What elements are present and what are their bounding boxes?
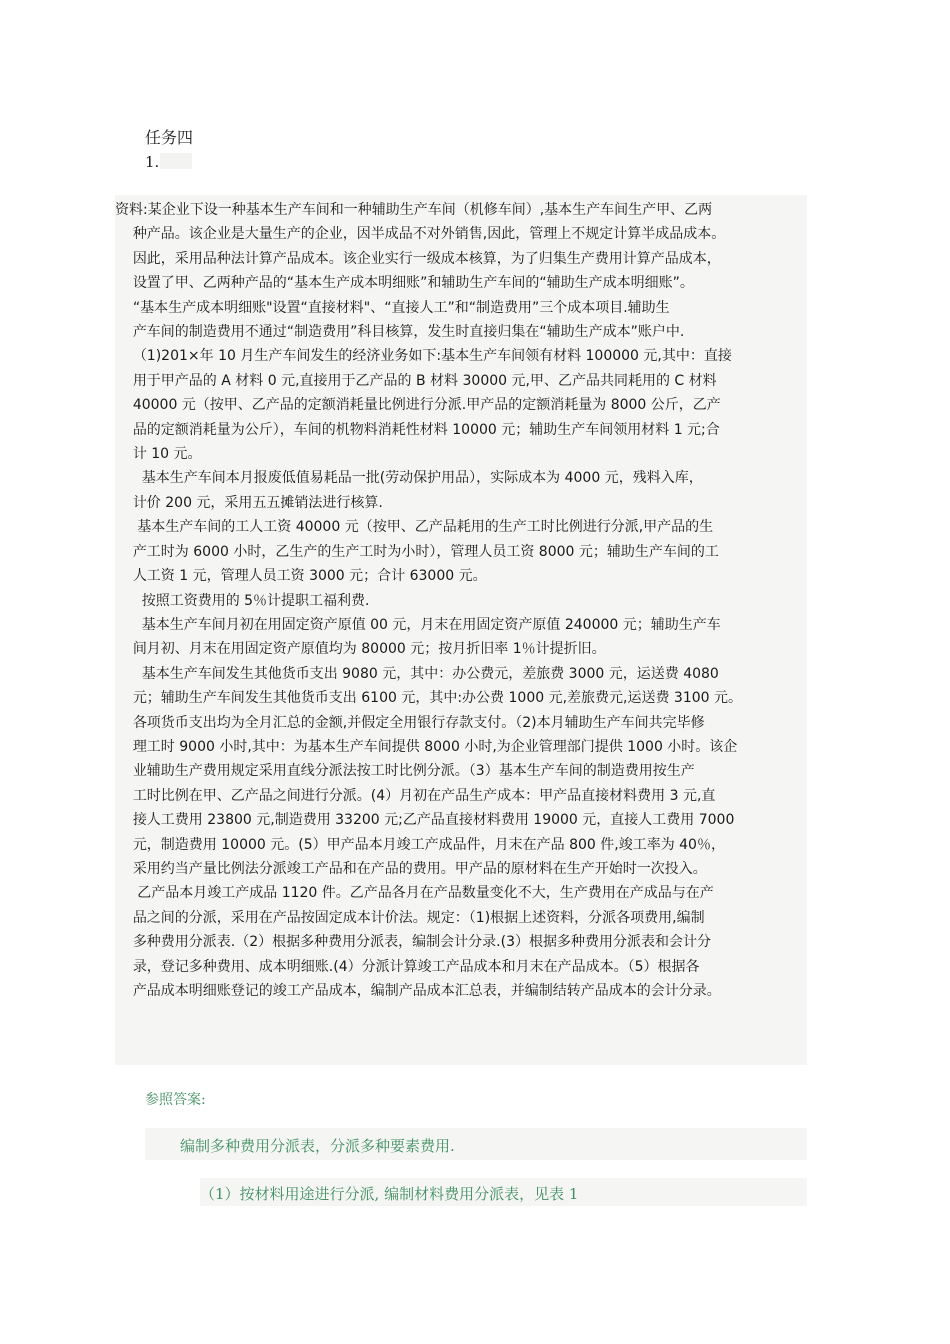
number-shade	[160, 153, 192, 169]
task-title: 任务四	[145, 128, 194, 147]
material-block	[115, 195, 807, 1065]
item-number: 1.	[145, 153, 160, 171]
material-paragraph: 资料:某企业下设一种基本生产车间和一种辅助生产车间（机修车间）,基本生产车间生产甲、乙两 种产品。该企业是大量生产的企业，因半成品不对外销售,因此，管理上不规定计算半成品成本。 因此，采用品种法计算产品成本。该企业实行一级成本核算，为了归集生产费用计算产品成本， 设置了甲、乙两种产品的“基本生产成本明细账”和辅助生产车间的“辅助生产成本明细账”。 “基本生产成本明细账"设置“直接材料"、“直接人工”和“制造费用”三个成本项目.辅助生 产车间的制造费用不通过“制造费用”科目核算，发生时直接归集在“辅助生产成本”账户中. （1)201×年 10 月生产车间发生的经济业务如下:基本生产车间领有材料 100000 元,其中：直接 用于甲产品的 A 材料 0 元,直接用于乙产品的 B 材料 30000 元,甲、乙产品共同耗用的 C 材料 40000 元（按甲、乙产品的定额消耗量比例进行分派.甲产品的定额消耗量为 8000 公斤，乙产 品的定额消耗量为公斤），车间的机物料消耗性材料 10000 元；辅助生产车间领用材料 1 元;合 计 10 元。 基本生产车间本月报废低值易耗品一批(劳动保护用品），实际成本为 4000 元，残料入库， 计价 200 元，采用五五摊销法进行核算. 基本生产车间的工人工资 40000 元（按甲、乙产品耗用的生产工时比例进行分派,甲产品的生 产工时为 6000 小时，乙生产的生产工时为小时），管理人员工资 8000 元；辅助生产车间的工 人工资 1 元，管理人员工资 3000 元；合计 63000 元。 按照工资费用的 5％计提职工福利费. 基本生产车间月初在用固定资产原值 00 元，月末在用固定资产原值 240000 元；辅助生产车 间月初、月末在用固定资产原值均为 80000 元；按月折旧率 1％计提折旧。 基本生产车间发生其他货币支出 9080 元，其中：办公费元，差旅费 3000 元，运送费 4080 元；辅助生产车间发生其他货币支出 6100 元，其中:办公费 1000 元,差旅费元,运送费 3100 元。 各项货币支出均为全月汇总的金额,并假定全用银行存款支付。（2)本月辅助生产车间共完毕修 理工时 9000 小时,其中：为基本生产车间提供 8000 小时,为企业管理部门提供 1000 小时。该企 业辅助生产费用规定采用直线分派法按工时比例分派。（3）基本生产车间的制造费用按生产 工时比例在甲、乙产品之间进行分派。(4）月初在产品生产成本：甲产品直接材料费用 3 元,直 接人工费用 23800 元,制造费用 33200 元;乙产品直接材料费用 19000 元，直接人工费用 7000 元，制造费用 10000 元。(5）甲产品本月竣工产成品件，月末在产品 800 件,竣工率为 40％， 采用约当产量比例法分派竣工产品和在产品的费用。甲产品的原材料在生产开始时一次投入。 乙产品本月竣工产成品 1120 件。乙产品各月在产品数量变化不大，生产费用在产成品与在产 品之间的分派，采用在产品按固定成本计价法。规定：（1)根据上述资料，分派各项费用,编制 多种费用分派表.（2）根据多种费用分派表，编制会计分录.(3）根据多种费用分派表和会计分 录，登记多种费用、成本明细账.(4）分派计算竣工产品成本和月末在产品成本。（5）根据各 产品成本明细账登记的竣工产品成本，编制产品成本汇总表，并编制结转产品成本的会计分录。	[115, 202, 743, 999]
answer-line-2: （1）按材料用途进行分派, 编制材料费用分派表，见表 1	[200, 1185, 579, 1203]
answer-label: 参照答案:	[145, 1092, 206, 1108]
answer-line-1: 编制多种费用分派表，分派多种要素费用.	[180, 1137, 455, 1155]
